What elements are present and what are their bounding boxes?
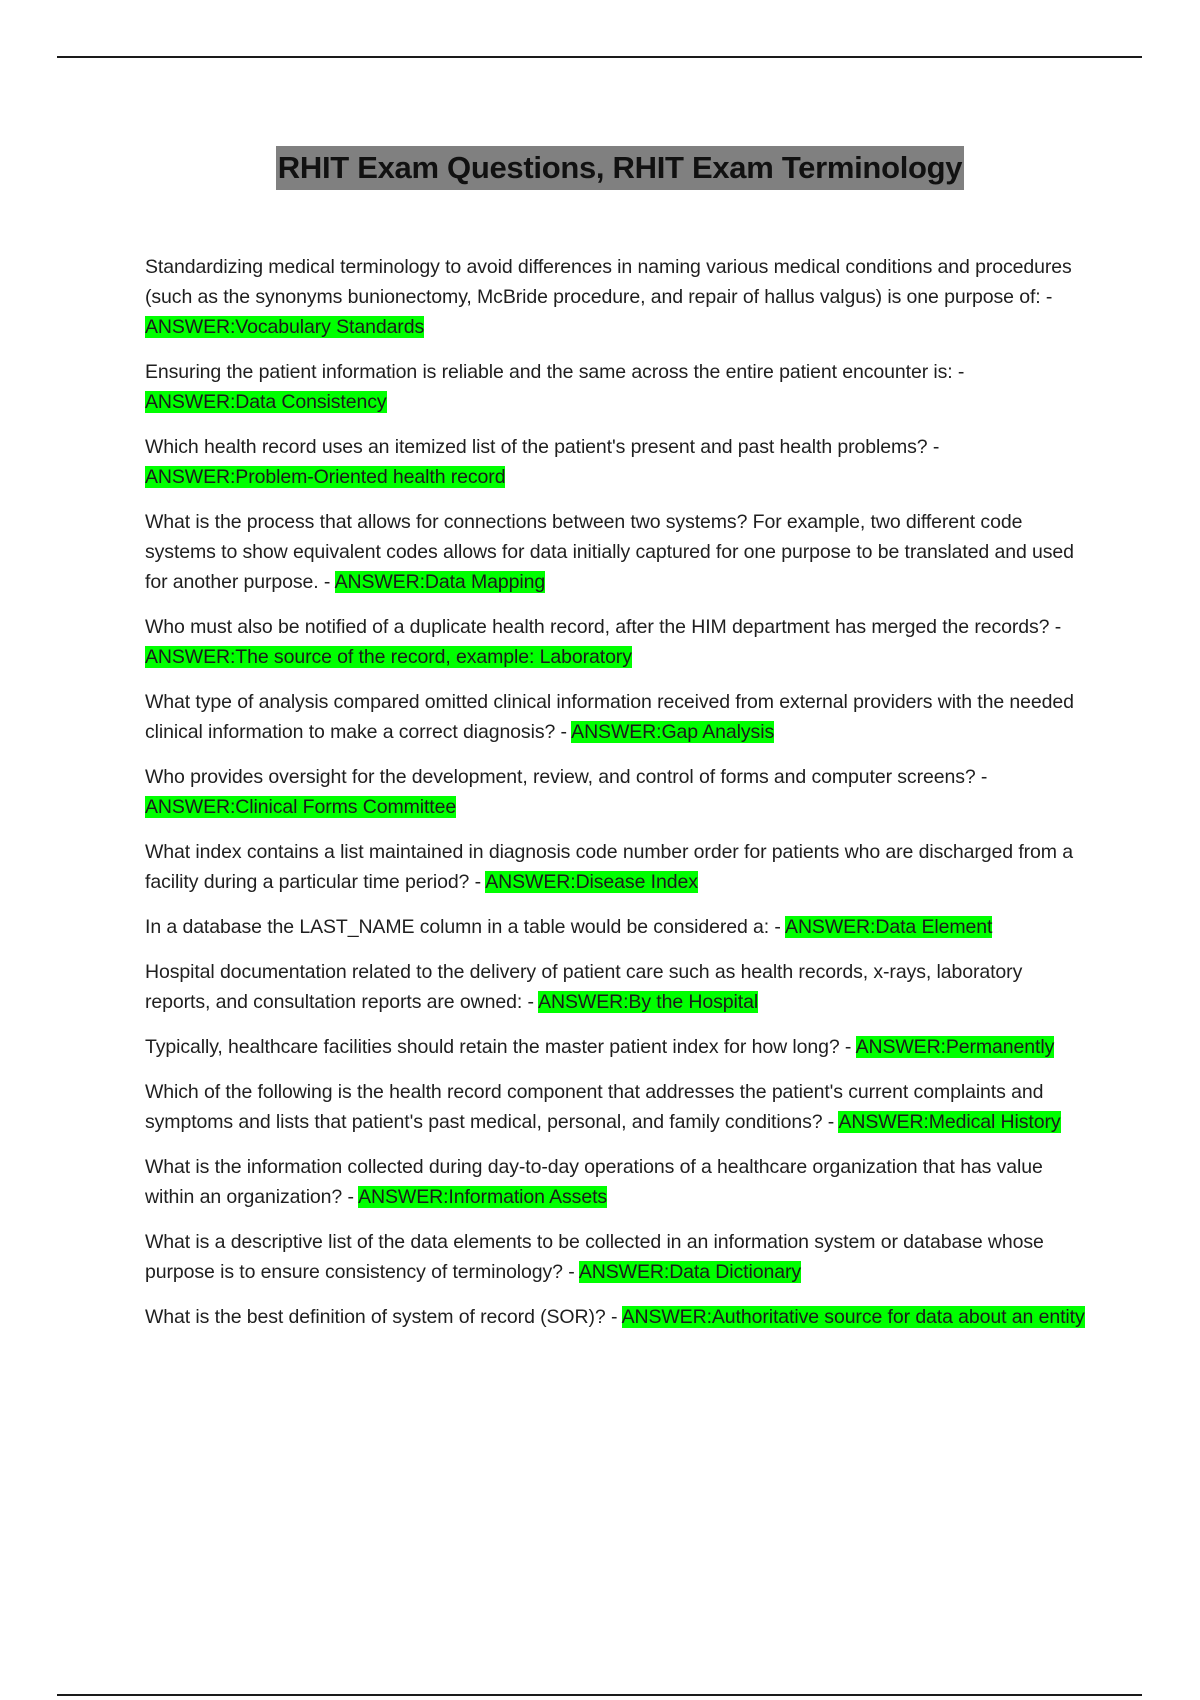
answer-text: ANSWER:Data Mapping <box>334 571 546 593</box>
header-rule <box>57 56 1142 58</box>
answer-text: ANSWER:Problem-Oriented health record <box>145 466 506 488</box>
answer-text: ANSWER:Data Dictionary <box>578 1261 801 1283</box>
qa-item <box>145 1227 1085 1287</box>
answer-text: ANSWER:Information Assets <box>358 1186 608 1208</box>
answer-text: ANSWER:Data Consistency <box>145 391 387 413</box>
answer-text: ANSWER:Gap Analysis <box>571 721 775 743</box>
question-text: Which of the following is the health record component that addresses the patient's current complaints and symptoms and lists that patient's past medical, personal, and family conditions? - <box>145 1081 1044 1133</box>
answer-text: ANSWER:Vocabulary Standards <box>145 316 425 338</box>
qa-item <box>145 1077 1085 1137</box>
qa-item <box>145 357 1085 417</box>
question-text: What is a descriptive list of the data elements to be collected in an information system or database whose purpose is to ensure consistency of terminology? - <box>145 1231 1044 1283</box>
answer-text: ANSWER:Clinical Forms Committee <box>145 796 457 818</box>
title-container <box>0 146 1200 190</box>
question-text: What type of analysis compared omitted clinical information received from external providers with the needed clinical information to make a correct diagnosis? - <box>145 691 1074 743</box>
qa-item <box>145 432 1085 492</box>
qa-item <box>145 252 1085 342</box>
answer-text: ANSWER:Data Element <box>785 916 993 938</box>
question-text: What index contains a list maintained in diagnosis code number order for patients who are discharged from a facility during a particular time period? - <box>145 841 1073 893</box>
qa-list <box>145 252 1085 1347</box>
qa-item <box>145 612 1085 672</box>
question-text: Which health record uses an itemized list of the patient's present and past health problems? - <box>145 436 940 458</box>
answer-text: ANSWER:By the Hospital <box>538 991 759 1013</box>
qa-item <box>145 687 1085 747</box>
qa-item <box>145 957 1085 1017</box>
question-text: What is the best definition of system of record (SOR)? - <box>145 1306 622 1328</box>
qa-item <box>145 1152 1085 1212</box>
question-text: Who provides oversight for the development, review, and control of forms and computer screens? - <box>145 766 988 788</box>
qa-item <box>145 1302 1085 1332</box>
question-text: Typically, healthcare facilities should retain the master patient index for how long? - <box>145 1036 856 1058</box>
question-text: Hospital documentation related to the delivery of patient care such as health records, x-rays, laboratory reports, and consultation reports are owned: - <box>145 961 1023 1013</box>
answer-text: ANSWER:Medical History <box>838 1111 1061 1133</box>
qa-item <box>145 507 1085 597</box>
footer-rule <box>57 1694 1142 1696</box>
qa-item <box>145 1032 1085 1062</box>
question-text: What is the information collected during day-to-day operations of a healthcare organization that has value within an organization? - <box>145 1156 1043 1208</box>
qa-item <box>145 912 1085 942</box>
answer-text: ANSWER:Authoritative source for data about an entity <box>621 1306 1085 1328</box>
question-text: Ensuring the patient information is reliable and the same across the entire patient encounter is: - <box>145 361 965 383</box>
question-text: Standardizing medical terminology to avoid differences in naming various medical conditions and procedures (such as the synonyms bunionectomy, McBride procedure, and repair of hallus valgus) is one purpose of: - <box>145 256 1072 308</box>
answer-text: ANSWER:Disease Index <box>485 871 698 893</box>
question-text: What is the process that allows for connections between two systems? For example, two different code systems to show equivalent codes allows for data initially captured for one purpose to be translated and used for another purpose. - <box>145 511 1074 593</box>
question-text: In a database the LAST_NAME column in a table would be considered a: - <box>145 916 786 938</box>
document-title: RHIT Exam Questions, RHIT Exam Terminology <box>276 146 964 190</box>
qa-item <box>145 762 1085 822</box>
answer-text: ANSWER:Permanently <box>855 1036 1055 1058</box>
question-text: Who must also be notified of a duplicate health record, after the HIM department has merged the records? - <box>145 616 1062 638</box>
answer-text: ANSWER:The source of the record, example: Laboratory <box>145 646 632 668</box>
qa-item <box>145 837 1085 897</box>
